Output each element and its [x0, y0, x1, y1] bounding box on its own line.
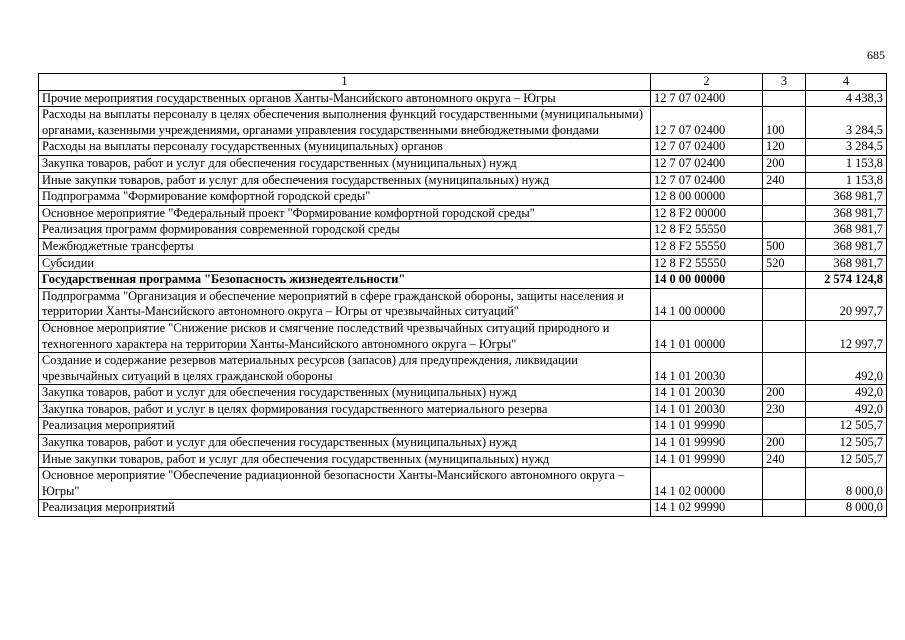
row-expense-type-cell: 240	[763, 451, 806, 468]
row-expense-type-cell	[763, 90, 806, 107]
header-col-4: 4	[806, 74, 887, 91]
row-amount-cell: 3 284,5	[806, 107, 887, 139]
row-code-cell: 14 1 01 20030	[651, 401, 763, 418]
row-amount-cell: 12 505,7	[806, 435, 887, 452]
row-amount-cell: 492,0	[806, 401, 887, 418]
row-expense-type-cell: 240	[763, 172, 806, 189]
row-name-cell: Прочие мероприятия государственных органов Ханты-Мансийского автономного округа – Югры	[39, 90, 651, 107]
row-amount-cell: 12 505,7	[806, 451, 887, 468]
row-code-cell: 12 7 07 02400	[651, 107, 763, 139]
row-name-cell: Основное мероприятие "Федеральный проект "Формирование комфортной городской среды"	[39, 205, 651, 222]
row-code-cell: 14 1 01 99990	[651, 418, 763, 435]
row-name-cell: Реализация программ формирования современной городской среды	[39, 222, 651, 239]
row-expense-type-cell	[763, 500, 806, 517]
row-amount-cell: 368 981,7	[806, 189, 887, 206]
row-expense-type-cell	[763, 418, 806, 435]
row-expense-type-cell: 520	[763, 255, 806, 272]
row-name-cell: Закупка товаров, работ и услуг в целях формирования государственного материального резерва	[39, 401, 651, 418]
row-code-cell: 14 1 01 99990	[651, 435, 763, 452]
row-code-cell: 14 1 01 99990	[651, 451, 763, 468]
row-code-cell: 14 0 00 00000	[651, 272, 763, 289]
row-name-cell: Создание и содержание резервов материальных ресурсов (запасов) для предупреждения, ликвидации чрезвычайных ситуаций в целях гражданской обороны	[39, 353, 651, 385]
row-code-cell: 14 1 01 20030	[651, 353, 763, 385]
row-amount-cell: 8 000,0	[806, 500, 887, 517]
row-amount-cell: 368 981,7	[806, 205, 887, 222]
row-expense-type-cell: 200	[763, 155, 806, 172]
row-amount-cell: 8 000,0	[806, 468, 887, 500]
row-expense-type-cell: 500	[763, 238, 806, 255]
table-body	[39, 90, 887, 516]
row-name-cell: Иные закупки товаров, работ и услуг для обеспечения государственных (муниципальных) нужд	[39, 451, 651, 468]
table-row	[39, 288, 887, 320]
table-row	[39, 500, 887, 517]
row-name-cell: Подпрограмма "Организация и обеспечение мероприятий в сфере гражданской обороны, защиты населения и территории Ханты-Мансийского автономного округа – Югры от чрезвычайных ситуаций"	[39, 288, 651, 320]
table-row	[39, 172, 887, 189]
row-code-cell: 12 8 F2 00000	[651, 205, 763, 222]
row-amount-cell: 492,0	[806, 385, 887, 402]
row-name-cell: Подпрограмма "Формирование комфортной городской среды"	[39, 189, 651, 206]
row-name-cell: Основное мероприятие "Снижение рисков и смягчение последствий чрезвычайных ситуаций природного и техногенного характера на территории Ханты-Мансийского автономного округа – Югры"	[39, 320, 651, 352]
table-row	[39, 385, 887, 402]
header-col-3: 3	[763, 74, 806, 91]
row-code-cell: 14 1 02 99990	[651, 500, 763, 517]
table-row	[39, 255, 887, 272]
table-row	[39, 107, 887, 139]
row-name-cell: Государственная программа "Безопасность жизнедеятельности"	[39, 272, 651, 289]
row-amount-cell: 4 438,3	[806, 90, 887, 107]
table-row	[39, 205, 887, 222]
row-name-cell: Реализация мероприятий	[39, 418, 651, 435]
row-amount-cell: 368 981,7	[806, 255, 887, 272]
row-amount-cell: 1 153,8	[806, 172, 887, 189]
row-name-cell: Иные закупки товаров, работ и услуг для обеспечения государственных (муниципальных) нужд	[39, 172, 651, 189]
row-name-cell: Закупка товаров, работ и услуг для обеспечения государственных (муниципальных) нужд	[39, 385, 651, 402]
row-expense-type-cell	[763, 272, 806, 289]
row-expense-type-cell	[763, 205, 806, 222]
row-amount-cell: 368 981,7	[806, 222, 887, 239]
row-name-cell: Межбюджетные трансферты	[39, 238, 651, 255]
row-amount-cell: 368 981,7	[806, 238, 887, 255]
row-expense-type-cell	[763, 468, 806, 500]
table-row	[39, 139, 887, 156]
row-amount-cell: 3 284,5	[806, 139, 887, 156]
budget-table	[38, 73, 887, 517]
row-amount-cell: 2 574 124,8	[806, 272, 887, 289]
row-expense-type-cell: 120	[763, 139, 806, 156]
table-row	[39, 320, 887, 352]
row-name-cell: Расходы на выплаты персоналу в целях обеспечения выполнения функций государственными (муниципальными) органами, казенными учреждениями, органами управления государственными внебюджетными фондами	[39, 107, 651, 139]
row-expense-type-cell: 200	[763, 385, 806, 402]
table-row	[39, 272, 887, 289]
row-code-cell: 14 1 01 00000	[651, 320, 763, 352]
row-code-cell: 12 8 F2 55550	[651, 238, 763, 255]
row-amount-cell: 492,0	[806, 353, 887, 385]
table-row	[39, 451, 887, 468]
row-code-cell: 12 8 F2 55550	[651, 222, 763, 239]
row-code-cell: 12 7 07 02400	[651, 90, 763, 107]
table-row	[39, 222, 887, 239]
row-amount-cell: 12 505,7	[806, 418, 887, 435]
row-expense-type-cell	[763, 222, 806, 239]
row-expense-type-cell	[763, 353, 806, 385]
row-code-cell: 12 7 07 02400	[651, 172, 763, 189]
row-name-cell: Реализация мероприятий	[39, 500, 651, 517]
row-code-cell: 14 1 01 20030	[651, 385, 763, 402]
row-name-cell: Основное мероприятие "Обеспечение радиационной безопасности Ханты-Мансийского автономного округа – Югры"	[39, 468, 651, 500]
row-code-cell: 14 1 00 00000	[651, 288, 763, 320]
row-amount-cell: 1 153,8	[806, 155, 887, 172]
row-expense-type-cell	[763, 189, 806, 206]
table-row	[39, 155, 887, 172]
row-code-cell: 12 7 07 02400	[651, 139, 763, 156]
page-number: 685	[867, 48, 885, 62]
row-amount-cell: 20 997,7	[806, 288, 887, 320]
row-expense-type-cell	[763, 288, 806, 320]
row-code-cell: 12 7 07 02400	[651, 155, 763, 172]
header-col-1: 1	[39, 74, 651, 91]
row-code-cell: 12 8 F2 55550	[651, 255, 763, 272]
table-row	[39, 418, 887, 435]
row-code-cell: 12 8 00 00000	[651, 189, 763, 206]
table-row	[39, 353, 887, 385]
row-expense-type-cell: 100	[763, 107, 806, 139]
row-expense-type-cell: 200	[763, 435, 806, 452]
header-col-2: 2	[651, 74, 763, 91]
row-name-cell: Субсидии	[39, 255, 651, 272]
table-row	[39, 90, 887, 107]
table-row	[39, 189, 887, 206]
table-row	[39, 435, 887, 452]
row-expense-type-cell	[763, 320, 806, 352]
row-amount-cell: 12 997,7	[806, 320, 887, 352]
row-name-cell: Расходы на выплаты персоналу государственных (муниципальных) органов	[39, 139, 651, 156]
row-name-cell: Закупка товаров, работ и услуг для обеспечения государственных (муниципальных) нужд	[39, 435, 651, 452]
row-expense-type-cell: 230	[763, 401, 806, 418]
table-row	[39, 401, 887, 418]
table-row	[39, 238, 887, 255]
table-header-row	[39, 74, 887, 91]
table-row	[39, 468, 887, 500]
row-code-cell: 14 1 02 00000	[651, 468, 763, 500]
row-name-cell: Закупка товаров, работ и услуг для обеспечения государственных (муниципальных) нужд	[39, 155, 651, 172]
